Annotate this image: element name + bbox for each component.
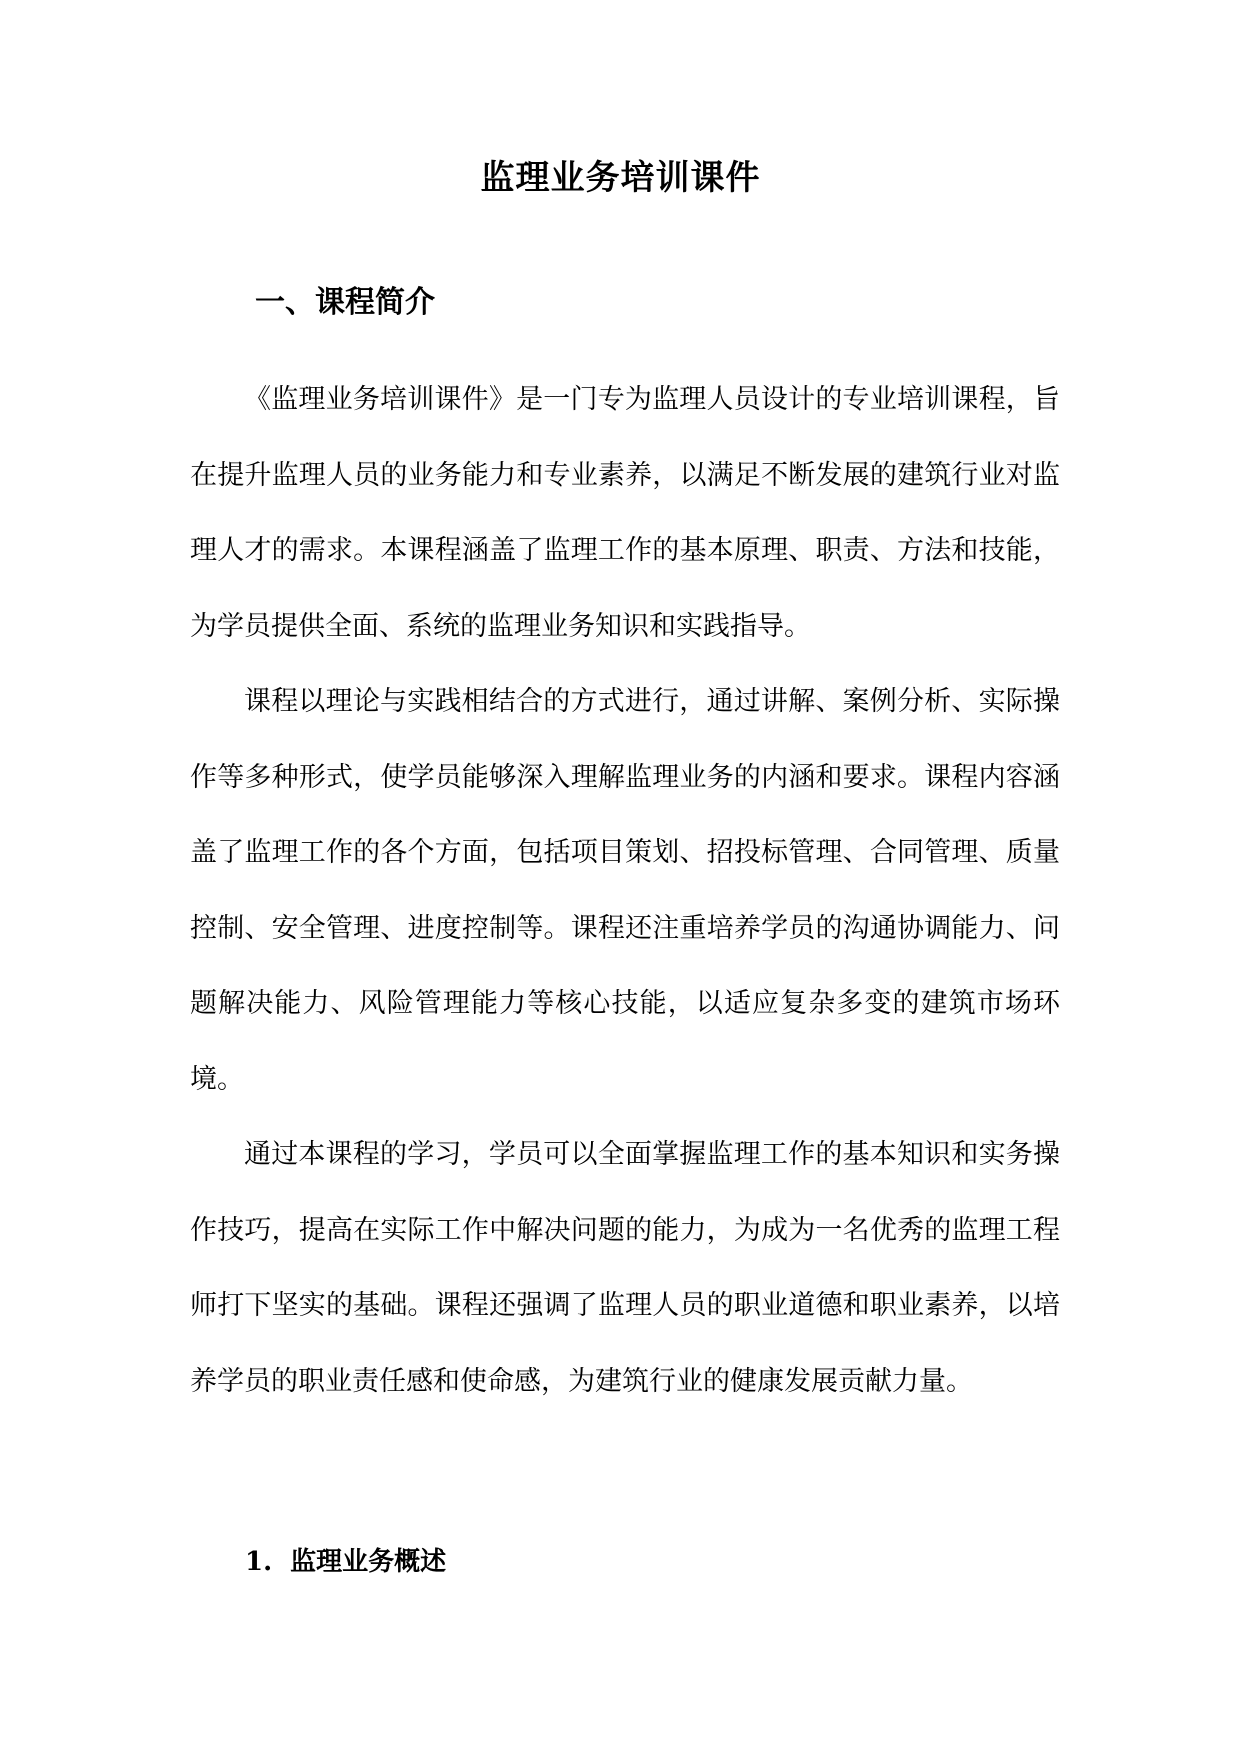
subsection-number: 1. xyxy=(245,1547,273,1577)
subsection-title: 监理业务概述 xyxy=(290,1547,447,1577)
section-body xyxy=(190,362,1060,1419)
document-title: 监理业务培训课件 xyxy=(480,158,761,198)
subsection-heading xyxy=(245,1538,446,1586)
paragraph-1: 《监理业务培训课件》是一门专为监理人员设计的专业培训课程，旨在提升监理人员的业务能力和专业素养，以满足不断发展的建筑行业对监理人才的需求。本课程涵盖了监理工作的基本原理、职责、方法和技能，为学员提供全面、系统的监理业务知识和实践指导。 xyxy=(190,384,1060,642)
paragraph-2: 课程以理论与实践相结合的方式进行，通过讲解、案例分析、实际操作等多种形式，使学员能够深入理解监理业务的内涵和要求。课程内容涵盖了监理工作的各个方面，包括项目策划、招投标管理、合同管理、质量控制、安全管理、进度控制等。课程还注重培养学员的沟通协调能力、问题解决能力、风险管理能力等核心技能，以适应复杂多变的建筑市场环境。 xyxy=(190,686,1060,1095)
section-heading: 一、课程简介 xyxy=(255,285,435,320)
paragraph-3: 通过本课程的学习，学员可以全面掌握监理工作的基本知识和实务操作技巧，提高在实际工作中解决问题的能力，为成为一名优秀的监理工程师打下坚实的基础。课程还强调了监理人员的职业道德和职业素养，以培养学员的职业责任感和使命感，为建筑行业的健康发展贡献力量。 xyxy=(190,1139,1060,1397)
